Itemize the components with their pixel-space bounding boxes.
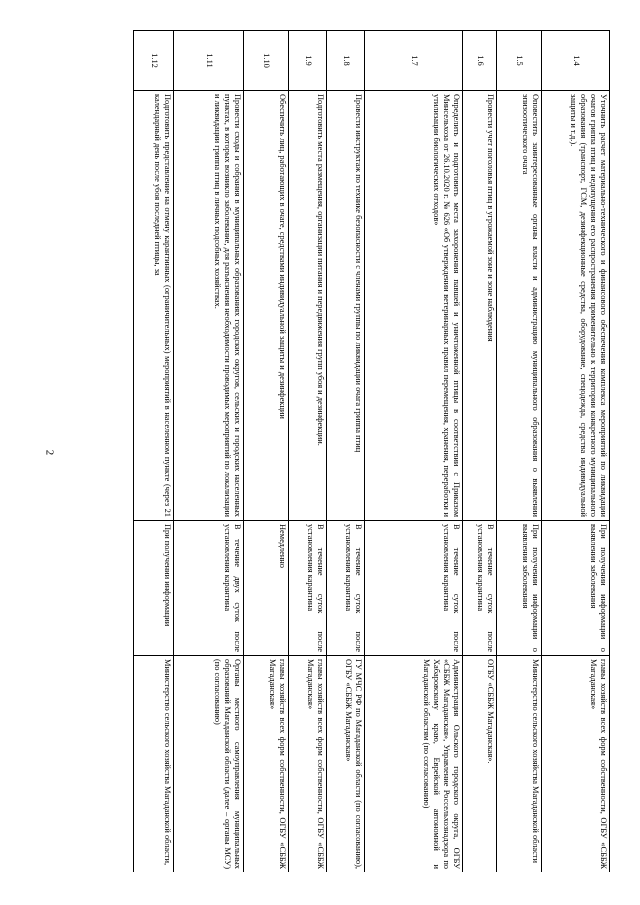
row-action: Обеспечить лиц, работающих в очаге, средствами индивидуальной защиты и дезинфекции	[244, 91, 289, 521]
measures-table	[133, 30, 610, 872]
table-row	[134, 31, 174, 873]
row-number: 1.11	[174, 31, 244, 91]
row-responsible: Министерство сельского хозяйства Магаданской области	[497, 656, 542, 873]
row-responsible: главы хозяйств всех форм собственности, ОГБУ «СББЖ Магаданская»	[289, 656, 327, 873]
row-responsible: ГУ МЧС РФ по Магаданской области (по согласованию), ОГБУ «СББЖ Магаданская»	[327, 656, 365, 873]
row-term: При получении информации о выявлении заболевания	[542, 521, 610, 656]
table-row	[174, 31, 244, 873]
row-responsible: ОГБУ «СББЖ Магаданская».	[463, 656, 497, 873]
row-action: Провести учет поголовья птиц в угрожаемой зоне и зоне наблюдения	[463, 91, 497, 521]
row-responsible: Органы местного самоуправления муниципальных образований Магаданской области (далее – органы МСУ) (по согласованию)	[174, 656, 244, 873]
table-row	[463, 31, 497, 873]
row-number: 1.4	[542, 31, 610, 91]
row-action: Подготовить представление на отмену карантинных (ограничительных) мероприятий в населенном пункте (через 21 календарный день после убоя последней птицы, за	[134, 91, 174, 521]
row-term: При получении информации о выявлении заболевания	[497, 521, 542, 656]
table-row	[289, 31, 327, 873]
row-action: Определить и подготовить места захоронения павшей и уничтоженной птицы в соответствии с Приказом Минсельхоза от 26.10.2020 г. № 626 «Об утверждении ветеринарных правил перемещения, хранения, переработки и утилизации биологических отходов»	[365, 91, 463, 521]
row-term: В течение суток после установления карантина	[327, 521, 365, 656]
table-container	[70, 30, 610, 872]
row-term: В течение суток после установления карантина	[289, 521, 327, 656]
row-number: 1.9	[289, 31, 327, 91]
row-number: 1.5	[497, 31, 542, 91]
row-number: 1.7	[365, 31, 463, 91]
row-action: Провести сходы и собрания в муниципальных образованиях городских округов, сельских и городских населенных пунктах, в которых возникло заболевание, для разъяснения необходимости проводимых мероприятий по локализации и ликвидации гриппа птиц в личных подсобных хозяйствах.	[174, 91, 244, 521]
row-action: Подготовить места размещения, организации питания и передвижения групп убоя и дезинфекции.	[289, 91, 327, 521]
row-responsible: Администрация Ольского городского округа, ОГБУ «СББЖ Магаданская», Управление Россельхознадзора по Хабаровскому краю, Еврейской автономной и Магаданской областям (по согласованию)	[365, 656, 463, 873]
row-responsible: главы хозяйств всех форм собственности, ОГБУ «СББЖ Магаданская»	[244, 656, 289, 873]
row-action: Оповестить заинтересованные органы власти и администрацию муниципального образования о выявлении эпизоотического очага	[497, 91, 542, 521]
row-term: В течение суток после установления карантина	[365, 521, 463, 656]
table-row	[327, 31, 365, 873]
row-number: 1.10	[244, 31, 289, 91]
page-number: 2	[43, 449, 56, 456]
row-term: В течение двух суток после установления карантина	[174, 521, 244, 656]
table-row	[244, 31, 289, 873]
row-number: 1.6	[463, 31, 497, 91]
row-responsible: главы хозяйств всех форм собственности, ОГБУ «СББЖ Магаданская»	[542, 656, 610, 873]
row-number: 1.12	[134, 31, 174, 91]
table-row	[497, 31, 542, 873]
row-term: Немедленно	[244, 521, 289, 656]
row-term: В течение суток после установления карантина	[463, 521, 497, 656]
table-row	[542, 31, 610, 873]
row-responsible: Министерство сельского хозяйства Магаданской области,	[134, 656, 174, 873]
row-action: Провести инструктаж по технике безопасности с членами группы по ликвидации очага гриппа птиц	[327, 91, 365, 521]
row-number: 1.8	[327, 31, 365, 91]
row-term: При получении информации	[134, 521, 174, 656]
table-row	[365, 31, 463, 873]
row-action: Уточнить расчет материально-технического и финансового обеспечения комплекса мероприятий по ликвидации очагов гриппа птиц и недопущения его распространения применительно к территории конкретного муниципального образования (транспорт, ГСМ, дезинфекционные средства, оборудование, спецодежда, средства индивидуальной защиты и т.д.).	[542, 91, 610, 521]
